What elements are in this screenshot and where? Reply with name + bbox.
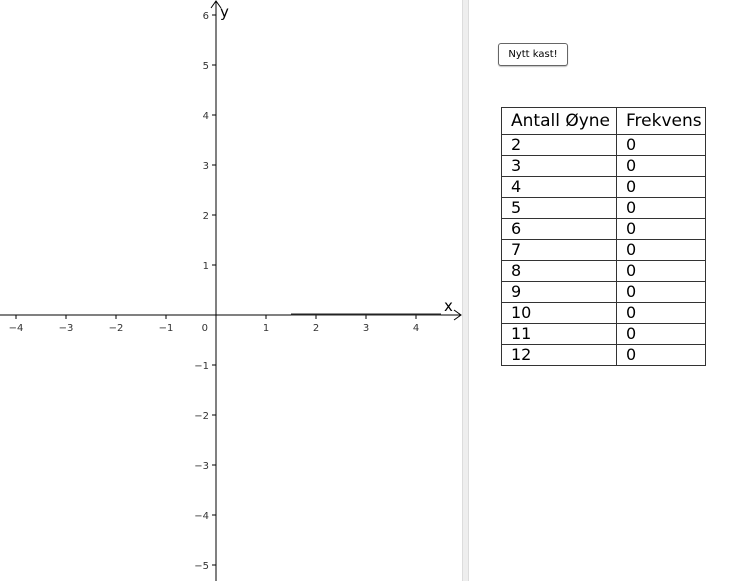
dice-sum-cell: 9 <box>502 282 617 303</box>
y-tick-label: 1 <box>202 261 209 272</box>
table-row <box>502 324 706 345</box>
x-tick-label: −2 <box>108 323 124 334</box>
frequency-cell: 0 <box>617 261 706 282</box>
frequency-cell: 0 <box>617 303 706 324</box>
header-frequency: Frekvens <box>617 108 706 135</box>
x-axis-label: x <box>444 297 453 315</box>
x-tick-label: −1 <box>158 323 174 334</box>
frequency-cell: 0 <box>617 156 706 177</box>
table-row <box>502 135 706 156</box>
x-tick-label: 1 <box>262 323 270 334</box>
view-splitter[interactable] <box>462 0 469 581</box>
dice-sum-cell: 8 <box>502 261 617 282</box>
table-row <box>502 198 706 219</box>
x-tick-label: 2 <box>312 323 320 334</box>
table-row <box>502 345 706 366</box>
frequency-cell: 0 <box>617 240 706 261</box>
table-row <box>502 240 706 261</box>
dice-sum-cell: 12 <box>502 345 617 366</box>
y-tick-label: −4 <box>194 511 209 522</box>
x-tick-label: 3 <box>362 323 370 334</box>
table-row <box>502 282 706 303</box>
dice-sum-cell: 2 <box>502 135 617 156</box>
frequency-cell: 0 <box>617 282 706 303</box>
dice-sum-cell: 5 <box>502 198 617 219</box>
dice-sum-cell: 3 <box>502 156 617 177</box>
y-tick-label: −2 <box>194 411 209 422</box>
y-tick-label: 6 <box>202 11 209 22</box>
x-tick-label: 4 <box>412 323 420 334</box>
header-dice-sum: Antall Øyne <box>502 108 617 135</box>
y-tick-label: 2 <box>202 211 209 222</box>
frequency-cell: 0 <box>617 135 706 156</box>
table-header-row <box>502 108 706 135</box>
origin-label: 0 <box>201 323 208 334</box>
table-row <box>502 156 706 177</box>
algebra-panel <box>469 0 731 581</box>
x-tick-label: −4 <box>8 323 24 334</box>
table-row <box>502 177 706 198</box>
y-tick-label: 4 <box>202 111 209 122</box>
frequency-cell: 0 <box>617 345 706 366</box>
table-row <box>502 261 706 282</box>
dice-sum-cell: 11 <box>502 324 617 345</box>
roll-dice-button[interactable]: Nytt kast! <box>498 43 568 66</box>
table-row <box>502 303 706 324</box>
y-tick-label: −1 <box>194 361 209 372</box>
y-tick-label: 3 <box>202 161 209 172</box>
frequency-table <box>501 107 706 366</box>
x-tick-label: −3 <box>58 323 74 334</box>
frequency-cell: 0 <box>617 324 706 345</box>
frequency-cell: 0 <box>617 219 706 240</box>
y-tick-label: −5 <box>194 561 209 572</box>
y-axis-label: y <box>220 3 229 21</box>
dice-sum-cell: 7 <box>502 240 617 261</box>
dice-sum-cell: 4 <box>502 177 617 198</box>
frequency-cell: 0 <box>617 177 706 198</box>
y-tick-label: 5 <box>202 61 209 72</box>
dice-sum-cell: 6 <box>502 219 617 240</box>
frequency-cell: 0 <box>617 198 706 219</box>
dice-sum-cell: 10 <box>502 303 617 324</box>
table-row <box>502 219 706 240</box>
y-tick-label: −3 <box>194 461 209 472</box>
